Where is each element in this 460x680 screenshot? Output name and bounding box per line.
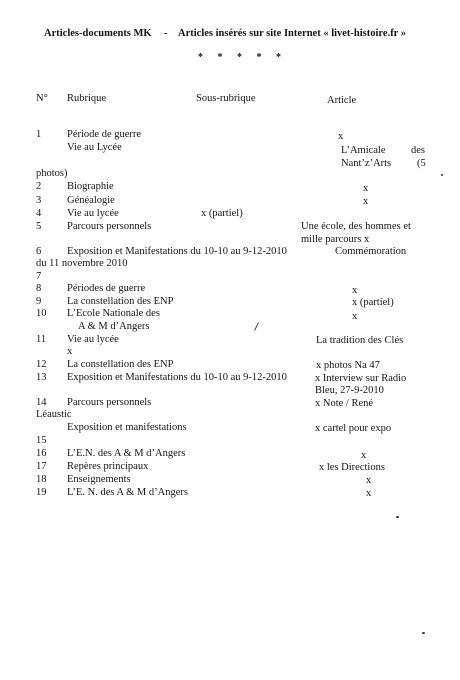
column-header-article: Article <box>327 95 357 106</box>
row-continuation: photos) <box>36 168 68 179</box>
row-number: 2 <box>36 181 42 192</box>
row-sous-rubrique: x (partiel) <box>201 208 243 219</box>
row-article: Commémoration <box>335 246 407 257</box>
row-article: des <box>411 145 425 156</box>
row-rubrique: L’Ecole Nationale des <box>67 308 160 319</box>
header-stars: * * * * * <box>198 52 287 63</box>
row-rubrique: La constellation des ENP <box>67 359 174 370</box>
row-number: 19 <box>36 487 47 498</box>
row-article: x <box>366 488 372 499</box>
row-number: 3 <box>36 195 42 206</box>
row-article: x cartel pour expo <box>315 423 392 434</box>
row-number: 5 <box>36 221 42 232</box>
row-rubrique: Périodes de guerre <box>67 283 146 294</box>
column-header-number: N° <box>36 93 48 104</box>
row-article: (5 <box>417 158 426 169</box>
row-rubrique: Parcours personnels <box>67 221 152 232</box>
row-number: 4 <box>36 208 42 219</box>
row-rubrique: Vie au Lycée <box>67 142 122 153</box>
row-number: 9 <box>36 296 42 307</box>
row-rubrique: Parcours personnels <box>67 397 152 408</box>
row-number: 12 <box>36 359 47 370</box>
pen-mark <box>254 322 259 331</box>
scan-speck <box>396 516 399 518</box>
row-number: 14 <box>36 397 47 408</box>
row-rubrique: Enseignements <box>67 474 131 485</box>
row-number: 11 <box>36 334 47 345</box>
row-rubrique: Exposition et manifestations <box>67 422 187 433</box>
row-rubrique: Repères principaux <box>67 461 149 472</box>
row-article: x (partiel) <box>352 297 394 308</box>
row-rubrique: L’E.N. des A & M d’Angers <box>67 448 186 459</box>
header-dash: - <box>164 28 168 39</box>
row-article: x photos Na 47 <box>316 360 380 371</box>
row-rubrique: x <box>67 346 73 357</box>
row-continuation: Léaustic <box>36 409 72 420</box>
scan-speck <box>441 174 443 176</box>
row-number: 13 <box>36 372 47 383</box>
row-rubrique: Vie au lycée <box>67 334 119 345</box>
row-article: x Note / René <box>315 398 374 409</box>
row-article: x <box>338 131 344 142</box>
row-number: 8 <box>36 283 42 294</box>
row-article: mille parcours x <box>301 234 370 245</box>
row-rubrique: A & M d’Angers <box>78 321 150 332</box>
row-article: x <box>352 285 358 296</box>
scan-speck <box>422 632 425 634</box>
row-rubrique: Biographie <box>67 181 114 192</box>
header-title-left: Articles-documents MK <box>44 28 152 39</box>
row-article: Bleu, 27-9-2010 <box>315 385 384 396</box>
column-header-sous-rubrique: Sous-rubrique <box>196 93 256 104</box>
row-article: x les Directions <box>319 462 385 473</box>
column-header-rubrique: Rubrique <box>67 93 107 104</box>
row-number: 1 <box>36 129 42 140</box>
row-article: x <box>361 450 367 461</box>
row-article: La tradition des Clés <box>316 335 404 346</box>
row-article: x Interview sur Radio <box>315 373 407 384</box>
row-continuation: du 11 novembre 2010 <box>36 258 128 269</box>
row-article: x <box>366 475 372 486</box>
row-rubrique: Généalogie <box>67 195 115 206</box>
row-number: 17 <box>36 461 47 472</box>
row-article: L’Amicale <box>341 145 386 156</box>
row-rubrique: La constellation des ENP <box>67 296 174 307</box>
row-number: 16 <box>36 448 47 459</box>
row-number: 6 <box>36 246 42 257</box>
row-number: 18 <box>36 474 47 485</box>
row-number: 7 <box>36 271 42 282</box>
row-rubrique: L’E. N. des A & M d’Angers <box>67 487 188 498</box>
row-article: x <box>352 311 358 322</box>
row-rubrique: Exposition et Manifestations du 10-10 au 9-12-2010 <box>67 246 287 257</box>
row-number: 10 <box>36 308 47 319</box>
row-rubrique: Vie au lycée <box>67 208 119 219</box>
row-rubrique: Exposition et Manifestations du 10-10 au 9-12-2010 <box>67 372 287 383</box>
header-title-right: Articles insérés sur site Internet « livet-histoire.fr » <box>178 28 407 39</box>
row-article: Nant’z’Arts <box>341 158 392 169</box>
row-article: x <box>363 183 369 194</box>
row-article: Une école, des hommes et <box>301 221 411 232</box>
row-article: x <box>363 196 369 207</box>
row-rubrique: Période de guerre <box>67 129 142 140</box>
row-number: 15 <box>36 435 47 446</box>
